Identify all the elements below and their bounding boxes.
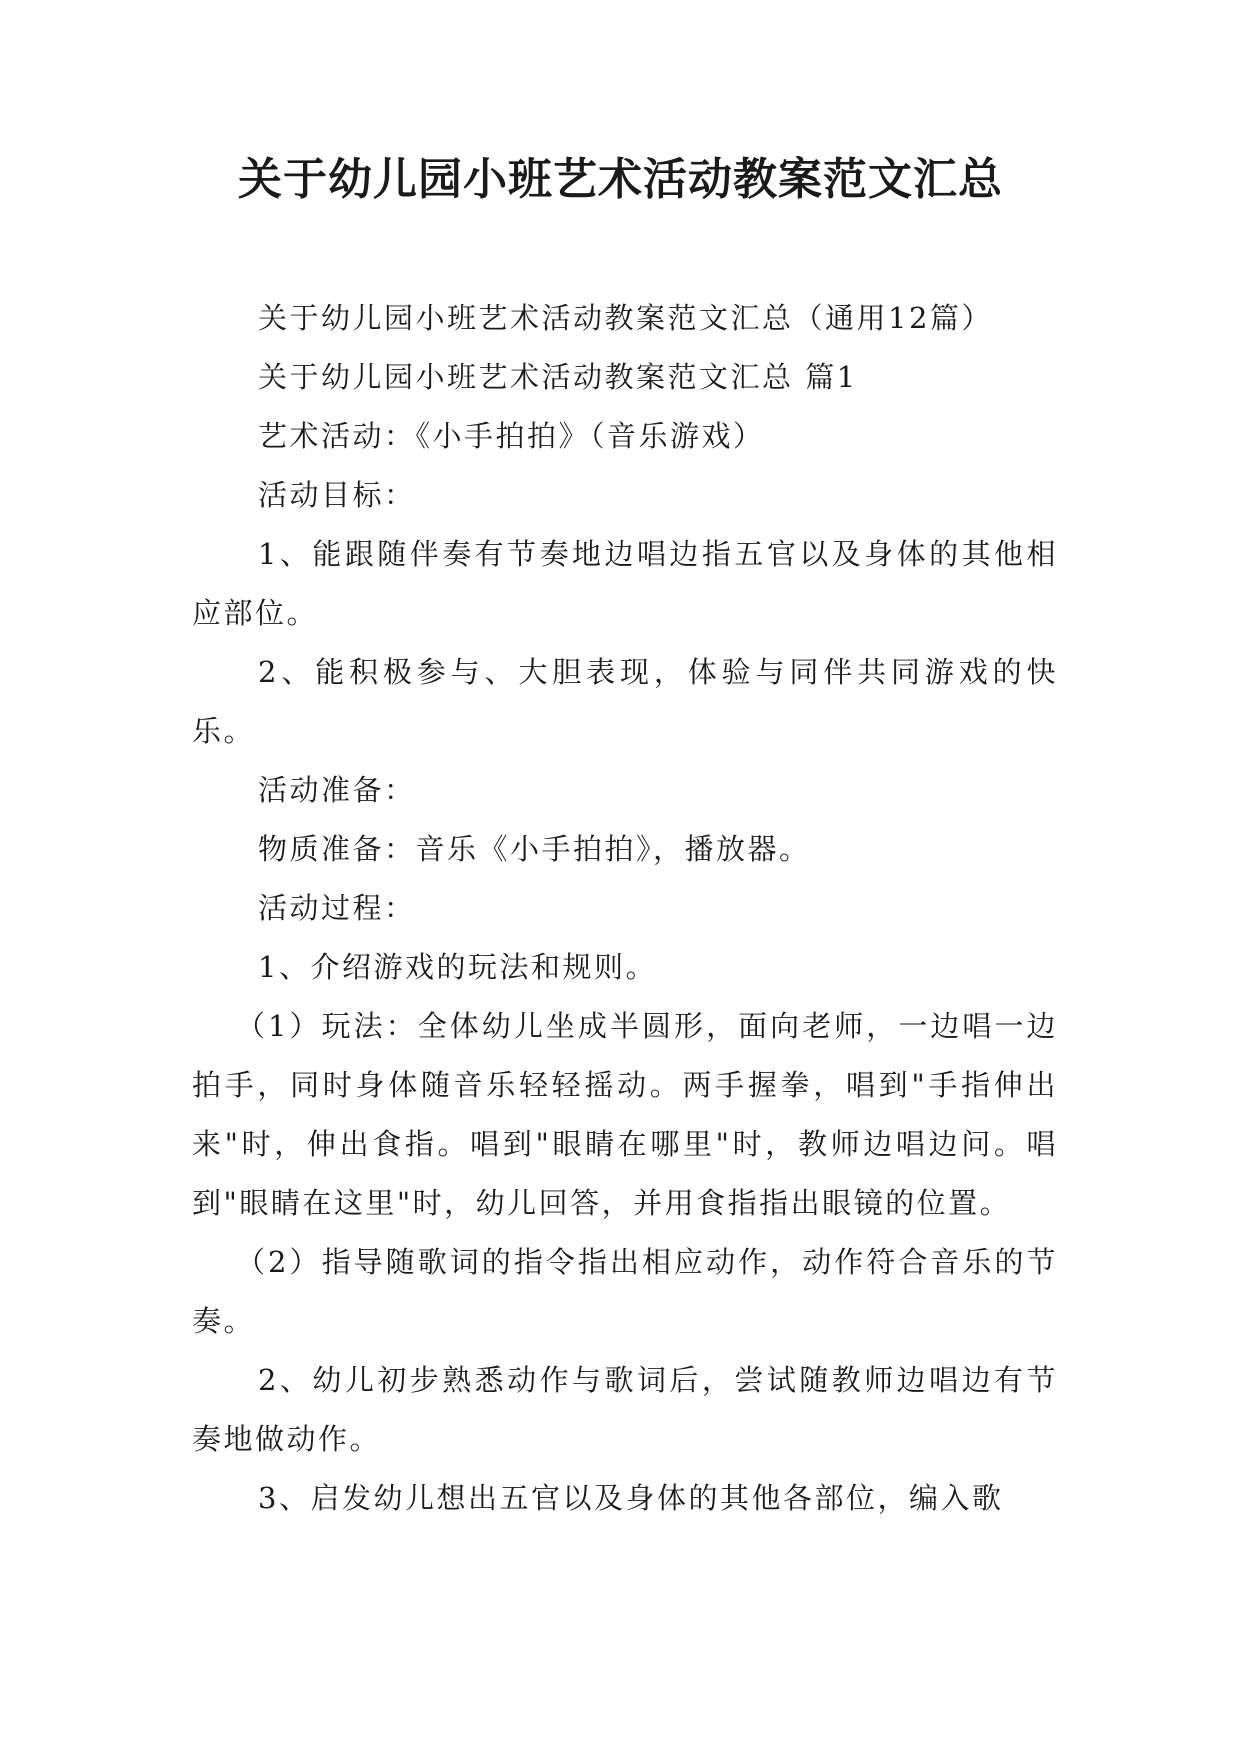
document-body — [192, 289, 1058, 1528]
paragraph-section-heading: 关于幼儿园小班艺术活动教案范文汇总 篇1 — [258, 360, 858, 394]
paragraph-preparation-heading: 活动准备： — [258, 773, 416, 807]
paragraph-goal-1: 1、能跟随伴奏有节奏地边唱边指五官以及身体的其他相应部位。 — [192, 537, 1058, 630]
paragraph-step-1: 1、介绍游戏的玩法和规则。 — [258, 950, 657, 984]
paragraph-subtitle: 关于幼儿园小班艺术活动教案范文汇总（通用12篇） — [258, 301, 993, 335]
paragraph-step-2: 2、幼儿初步熟悉动作与歌词后，尝试随教师边唱边有节奏地做动作。 — [192, 1363, 1058, 1456]
paragraph-step-1-guide: （2）指导随歌词的指令指出相应动作，动作符合音乐的节奏。 — [192, 1245, 1058, 1338]
paragraph-goal-2: 2、能积极参与、大胆表现，体验与同伴共同游戏的快乐。 — [192, 655, 1058, 748]
paragraph-process-heading: 活动过程： — [258, 891, 416, 925]
paragraph-step-1-play: （1）玩法：全体幼儿坐成半圆形，面向老师，一边唱一边拍手，同时身体随音乐轻轻摇动。两手握拳，唱到"手指伸出来"时，伸出食指。唱到"眼睛在哪里"时，教师边唱边问。唱到"眼睛在这里"时，幼儿回答，并用食指指出眼镜的位置。 — [192, 1009, 1058, 1220]
document-title: 关于幼儿园小班艺术活动教案范文汇总 — [238, 154, 1003, 205]
paragraph-step-3: 3、启发幼儿想出五官以及身体的其他各部位，编入歌 — [258, 1481, 1004, 1515]
paragraph-activity-name: 艺术活动：《小手拍拍》（音乐游戏） — [258, 419, 765, 453]
paragraph-materials: 物质准备：音乐《小手拍拍》，播放器。 — [258, 832, 811, 866]
paragraph-goals-heading: 活动目标： — [258, 478, 416, 512]
